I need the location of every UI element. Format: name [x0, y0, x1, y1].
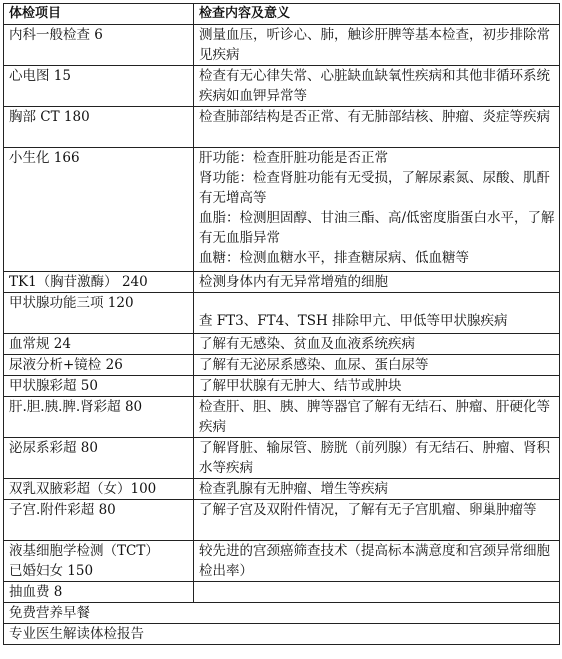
item-cell: 血常规 24: [4, 334, 194, 355]
checkup-table: [3, 3, 560, 645]
content-cell: 了解子宫及双附件情况，了解有无子宫肌瘤、卵巢肿瘤等: [194, 500, 560, 541]
header-content: 检查内容及意义: [194, 4, 560, 25]
table-row: [4, 500, 560, 541]
item-cell: 肝.胆.胰.脾.肾彩超 80: [4, 397, 194, 438]
content-cell: 了解有无感染、贫血及血液系统疾病: [194, 334, 560, 355]
table-row: [4, 479, 560, 500]
item-cell: 尿液分析+镜检 26: [4, 355, 194, 376]
content-cell: 较先进的宫颈癌筛查技术（提高标本满意度和宫颈异常细胞检出率）: [194, 541, 560, 582]
item-cell: 液基细胞学检测（TCT） 已婚妇女 150: [4, 541, 194, 582]
table-row: [4, 334, 560, 355]
content-cell: 检查肝、胆、胰、脾等器官了解有无结石、肿瘤、肝硬化等疾病: [194, 397, 560, 438]
content-cell: 查 FT3、FT4、TSH 排除甲亢、甲低等甲状腺疾病: [194, 293, 560, 334]
content-cell: 测量血压，听诊心、肺，触诊肝脾等基本检查，初步排除常见疾病: [194, 25, 560, 66]
table-row: [4, 376, 560, 397]
table-row: [4, 355, 560, 376]
content-cell: 检查肺部结构是否正常、有无肺部结核、肿瘤、炎症等疾病: [194, 107, 560, 148]
table-row: [4, 272, 560, 293]
table-row: [4, 293, 560, 334]
footer-cell: 免费营养早餐: [4, 603, 560, 624]
table-row: [4, 438, 560, 479]
item-cell: 双乳双腋彩超（女）100: [4, 479, 194, 500]
table-row: [4, 107, 560, 148]
table-footer-row: [4, 603, 560, 624]
table-row: [4, 582, 560, 603]
table-row: [4, 541, 560, 582]
item-cell: 小生化 166: [4, 148, 194, 272]
footer-cell: 专业医生解读体检报告: [4, 624, 560, 645]
table-row: [4, 66, 560, 107]
table-footer-row: [4, 624, 560, 645]
content-cell: 检查乳腺有无肿瘤、增生等疾病: [194, 479, 560, 500]
item-cell: 甲状腺彩超 50: [4, 376, 194, 397]
header-item: 体检项目: [4, 4, 194, 25]
item-cell: 子宫.附件彩超 80: [4, 500, 194, 541]
item-cell: 内科一般检查 6: [4, 25, 194, 66]
item-cell: TK1（胸苷激酶） 240: [4, 272, 194, 293]
item-cell: 甲状腺功能三项 120: [4, 293, 194, 334]
content-cell: 了解甲状腺有无肿大、结节或肿块: [194, 376, 560, 397]
table-row: [4, 25, 560, 66]
content-cell: 了解有无泌尿系感染、血尿、蛋白尿等: [194, 355, 560, 376]
content-cell: 检测身体内有无异常增殖的细胞: [194, 272, 560, 293]
table-row: [4, 397, 560, 438]
content-cell: [194, 582, 560, 603]
table-row: [4, 148, 560, 272]
item-cell: 抽血费 8: [4, 582, 194, 603]
content-cell: 了解肾脏、输尿管、膀胱（前列腺）有无结石、肿瘤、肾积水等疾病: [194, 438, 560, 479]
item-cell: 心电图 15: [4, 66, 194, 107]
content-cell: 检查有无心律失常、心脏缺血缺氧性疾病和其他非循环系统疾病如血钾异常等: [194, 66, 560, 107]
item-cell: 泌尿系彩超 80: [4, 438, 194, 479]
item-cell: 胸部 CT 180: [4, 107, 194, 148]
table-header-row: [4, 4, 560, 25]
content-cell: 肝功能：检查肝脏功能是否正常 肾功能：检查肾脏功能有无受损，了解尿素氮、尿酸、肌酐有无增高等 血脂：检测胆固醇、甘油三酯、高/低密度脂蛋白水平，了解有无血脂异常 血糖：检测血糖水平，排查糖尿病、低血糖等: [194, 148, 560, 272]
